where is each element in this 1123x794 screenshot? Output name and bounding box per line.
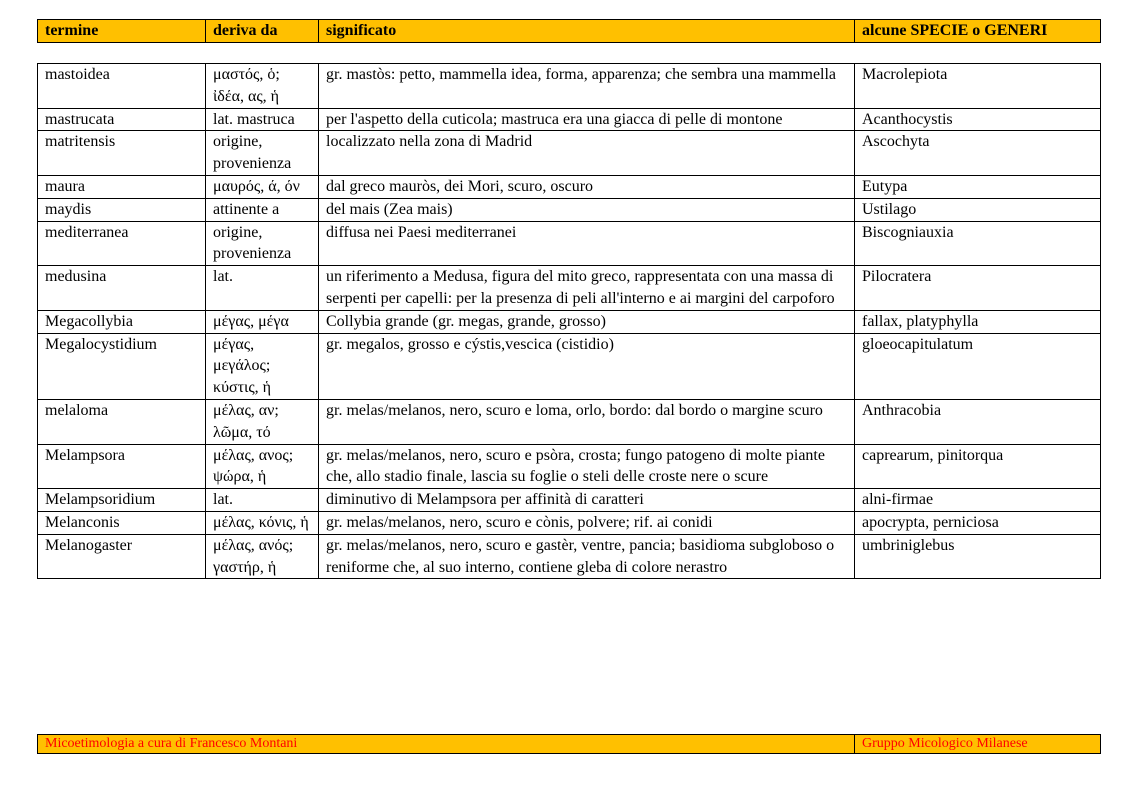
- table-row: [38, 534, 1101, 579]
- cell-deriva-da: lat.: [206, 489, 319, 512]
- cell-termine: Megacollybia: [38, 310, 206, 333]
- cell-specie: apocrypta, perniciosa: [855, 511, 1101, 534]
- cell-deriva-da: μέγας, μεγάλος; κύστις, ἡ: [206, 333, 319, 399]
- cell-specie: alni-firmae: [855, 489, 1101, 512]
- cell-termine: mastrucata: [38, 108, 206, 131]
- cell-specie: Ascochyta: [855, 131, 1101, 176]
- cell-specie: Anthracobia: [855, 399, 1101, 444]
- cell-termine: matritensis: [38, 131, 206, 176]
- table-row: [38, 399, 1101, 444]
- table-row: [38, 175, 1101, 198]
- cell-significato: per l'aspetto della cuticola; mastruca era una giacca di pelle di montone: [319, 108, 855, 131]
- cell-significato: gr. melas/melanos, nero, scuro e psòra, crosta; fungo patogeno di molte piante che, allo stadio finale, lascia su foglie o steli delle croste nere o scure: [319, 444, 855, 489]
- cell-termine: medusina: [38, 266, 206, 311]
- footer-credit: Micoetimologia a cura di Francesco Montani: [38, 735, 855, 754]
- table-row: [38, 108, 1101, 131]
- table-row: [38, 310, 1101, 333]
- cell-deriva-da: attinente a: [206, 198, 319, 221]
- cell-significato: gr. melas/melanos, nero, scuro e cònis, polvere; rif. ai conidi: [319, 511, 855, 534]
- cell-termine: mediterranea: [38, 221, 206, 266]
- cell-specie: Biscogniauxia: [855, 221, 1101, 266]
- header-termine: termine: [38, 20, 206, 43]
- cell-significato: dal greco mauròs, dei Mori, scuro, oscuro: [319, 175, 855, 198]
- footer-table: [37, 734, 1101, 754]
- cell-termine: Melanogaster: [38, 534, 206, 579]
- cell-specie: fallax, platyphylla: [855, 310, 1101, 333]
- table-row: [38, 198, 1101, 221]
- header-deriva-da: deriva da: [206, 20, 319, 43]
- cell-specie: Ustilago: [855, 198, 1101, 221]
- cell-deriva-da: μέλας, κόνις, ἡ: [206, 511, 319, 534]
- cell-deriva-da: origine, provenienza: [206, 221, 319, 266]
- cell-significato: diffusa nei Paesi mediterranei: [319, 221, 855, 266]
- table-row: [38, 489, 1101, 512]
- header-specie-generi: alcune SPECIE o GENERI: [855, 20, 1101, 43]
- cell-significato: gr. melas/melanos, nero, scuro e gastèr, ventre, pancia; basidioma subgloboso o reniforme che, al suo interno, contiene gleba di colore nerastro: [319, 534, 855, 579]
- cell-significato: gr. melas/melanos, nero, scuro e loma, orlo, bordo: dal bordo o margine scuro: [319, 399, 855, 444]
- cell-significato: un riferimento a Medusa, figura del mito greco, rappresentata con una massa di serpenti per capelli: per la presenza di peli all'interno e ai margini del carpoforo: [319, 266, 855, 311]
- cell-significato: gr. mastòs: petto, mammella idea, forma, apparenza; che sembra una mammella: [319, 64, 855, 109]
- cell-deriva-da: μέλας, αν; λῶμα, τό: [206, 399, 319, 444]
- cell-termine: Megalocystidium: [38, 333, 206, 399]
- table-row: [38, 266, 1101, 311]
- cell-deriva-da: μέγας, μέγα: [206, 310, 319, 333]
- table-row: [38, 221, 1101, 266]
- cell-termine: Melampsora: [38, 444, 206, 489]
- cell-specie: gloeocapitulatum: [855, 333, 1101, 399]
- cell-significato: Collybia grande (gr. megas, grande, grosso): [319, 310, 855, 333]
- cell-specie: Pilocratera: [855, 266, 1101, 311]
- table-row: [38, 131, 1101, 176]
- cell-specie: Macrolepiota: [855, 64, 1101, 109]
- cell-deriva-da: μαυρός, ά, όν: [206, 175, 319, 198]
- cell-termine: mastoidea: [38, 64, 206, 109]
- cell-deriva-da: origine, provenienza: [206, 131, 319, 176]
- header-significato: significato: [319, 20, 855, 43]
- cell-specie: Eutypa: [855, 175, 1101, 198]
- header-table: [37, 19, 1101, 43]
- footer-group: Gruppo Micologico Milanese: [855, 735, 1101, 754]
- cell-deriva-da: lat.: [206, 266, 319, 311]
- table-row: [38, 511, 1101, 534]
- cell-deriva-da: μαστός, ὁ; ἰδέα, ας, ἡ: [206, 64, 319, 109]
- cell-termine: melaloma: [38, 399, 206, 444]
- cell-significato: del mais (Zea mais): [319, 198, 855, 221]
- cell-significato: gr. megalos, grosso e cýstis,vescica (cistidio): [319, 333, 855, 399]
- footer-row: [38, 735, 1101, 754]
- header-row: [38, 20, 1101, 43]
- cell-specie: caprearum, pinitorqua: [855, 444, 1101, 489]
- cell-specie: umbriniglebus: [855, 534, 1101, 579]
- table-row: [38, 444, 1101, 489]
- table-row: [38, 333, 1101, 399]
- table-row: [38, 64, 1101, 109]
- cell-termine: Melanconis: [38, 511, 206, 534]
- cell-specie: Acanthocystis: [855, 108, 1101, 131]
- cell-termine: maura: [38, 175, 206, 198]
- cell-significato: localizzato nella zona di Madrid: [319, 131, 855, 176]
- cell-significato: diminutivo di Melampsora per affinità di caratteri: [319, 489, 855, 512]
- cell-deriva-da: lat. mastruca: [206, 108, 319, 131]
- cell-deriva-da: μέλας, ανος; ψώρα, ἡ: [206, 444, 319, 489]
- cell-termine: maydis: [38, 198, 206, 221]
- cell-deriva-da: μέλας, ανός; γαστήρ, ἡ: [206, 534, 319, 579]
- cell-termine: Melampsoridium: [38, 489, 206, 512]
- etymology-table: [37, 63, 1101, 579]
